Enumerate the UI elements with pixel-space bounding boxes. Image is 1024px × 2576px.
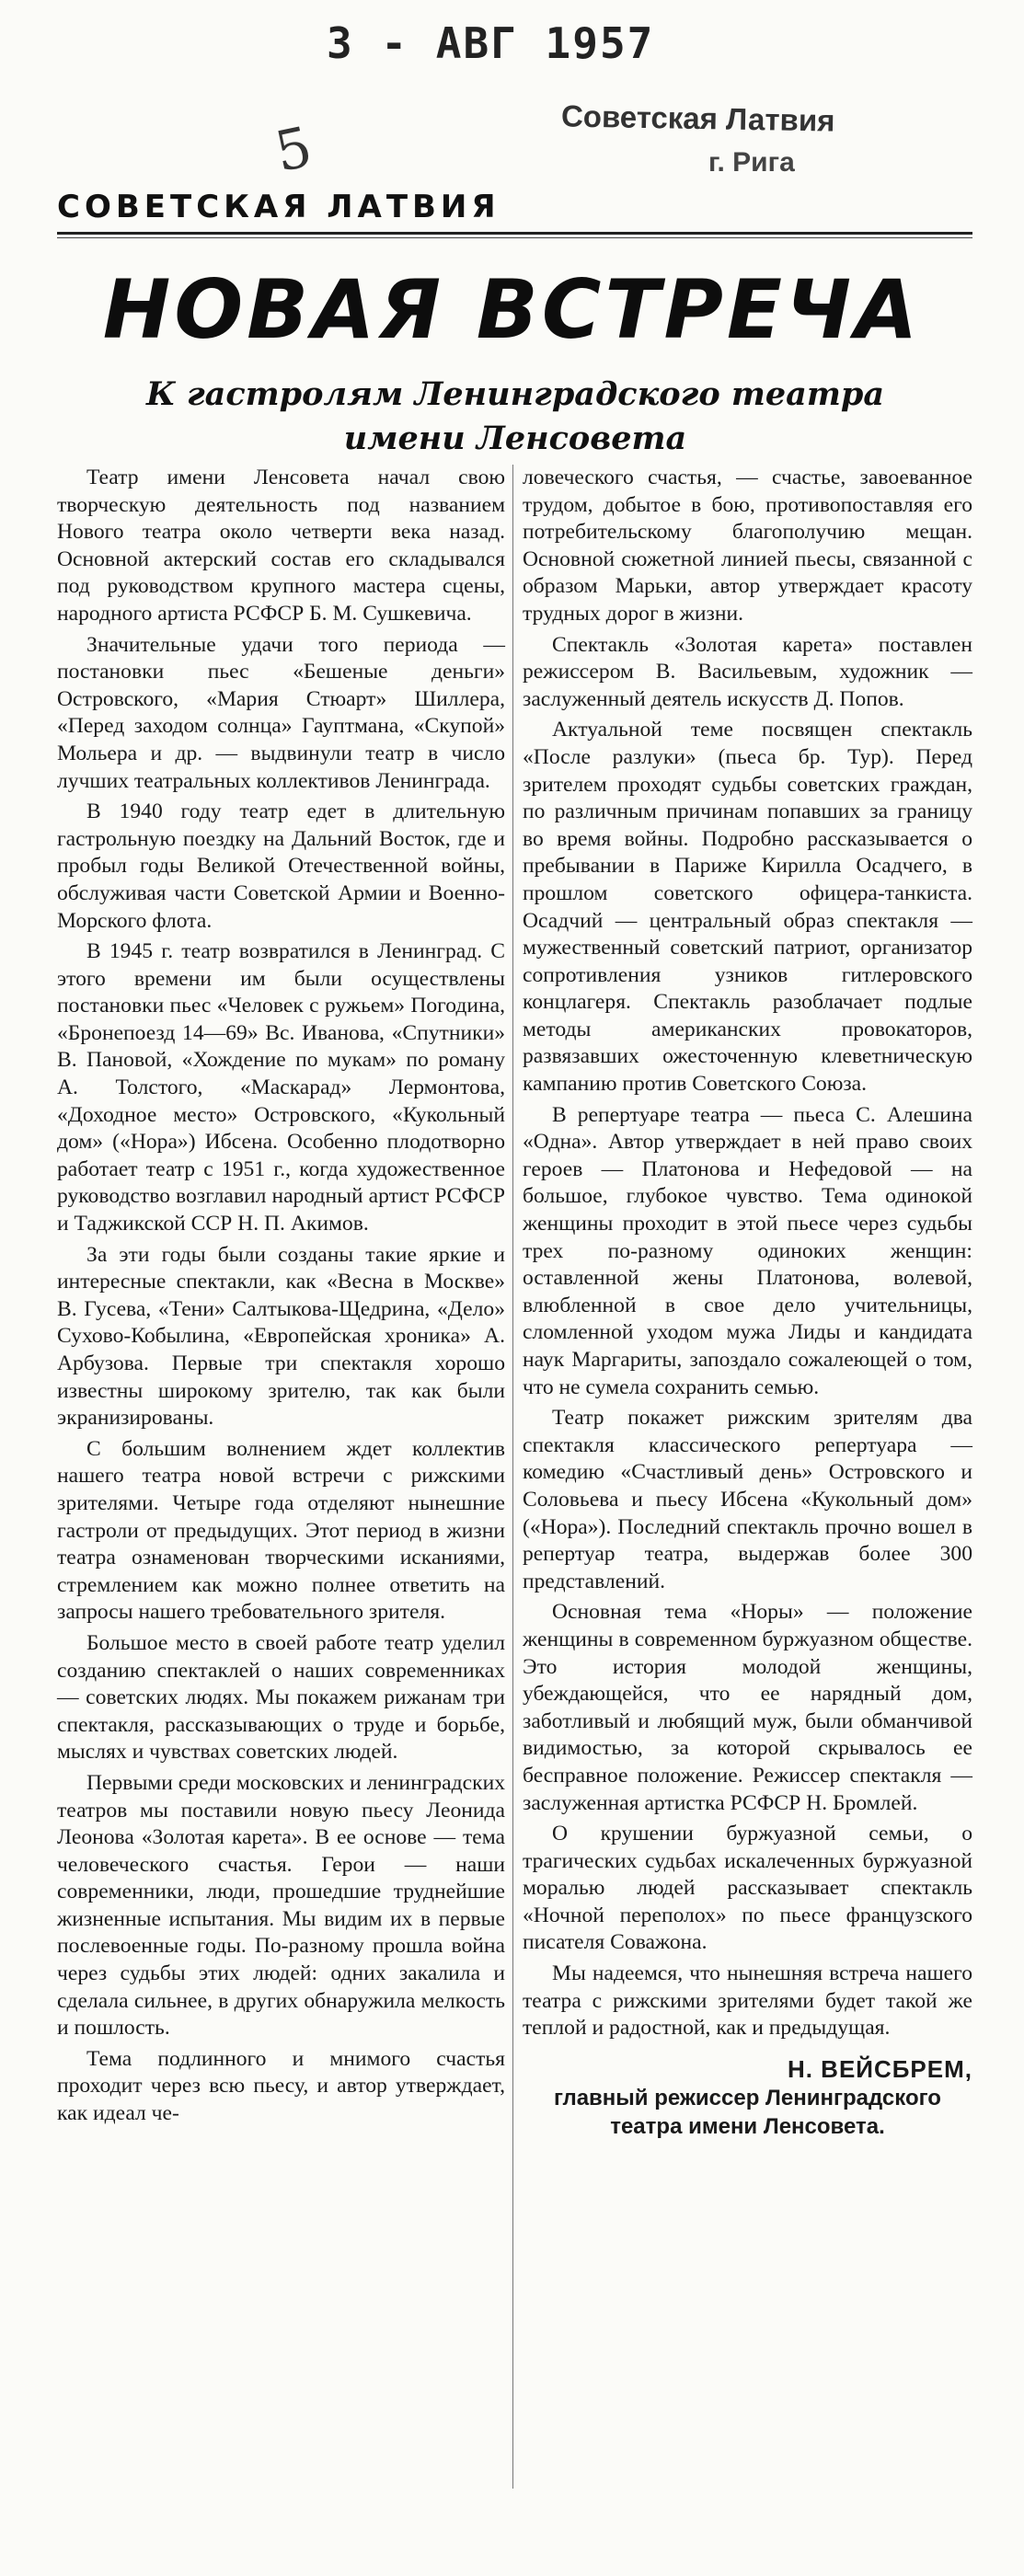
- paragraph-continued: ловеческого счастья, — счастье, завоеванное трудом, добытое в бою, противопоставляя его потребительскому благополучию мещан. Основной сюжетной линией пьесы, связанной с образом Марьки, автор утверждает красоту трудных дорог в жизни.: [523, 466, 972, 626]
- paragraph: За эти годы были созданы такие яркие и интересные спектакли, как «Весна в Москве» В. Гусева, «Тени» Салтыкова-Щедрина, «Дело» Сухово-Кобылина, «Европейская хроника» А. Арбузова. Первые три спектакля хорошо известны широкому зрителю, так как были экранизированы.: [57, 1242, 505, 1431]
- author-signature: [523, 2055, 972, 2141]
- article-column-left: [57, 465, 505, 2132]
- article-column-right: [523, 465, 972, 2141]
- paragraph: О крушении буржуазной семьи, о трагических судьбах искалеченных буржуазной моралью людей рассказывает спектакль «Ночной переполох» по пьесе французского писателя Соважона.: [523, 1822, 972, 1955]
- paragraph: Большое место в своей работе театр уделил созданию спектаклей о наших современниках — советских людях. Мы покажем рижанам три спектакля, рассказывающих о труде и борьбе, мыслях и чувствах советских людей.: [57, 1630, 505, 1765]
- masthead: СОВЕТСКАЯ ЛАТВИЯ: [57, 189, 500, 225]
- article-headline: НОВАЯ ВСТРЕЧА: [102, 262, 922, 357]
- paragraph: С большим волнением ждет коллектив нашего театра новой встречи с рижскими зрителями. Четыре года отделяют нынешние гастроли от предыдущих. Этот период в жизни театра ознаменован творческими исканиями, стремлением как можно полнее ответить на запросы нашего требовательного зрителя.: [57, 1436, 505, 1625]
- masthead-rule-thin: [57, 237, 972, 238]
- paragraph: Тема подлинного и мнимого счастья проходит через всю пьесу, и автор утверждает, как идеал че-: [57, 2046, 505, 2126]
- paragraph: Первыми среди московских и ленинградских театров мы поставили новую пьесу Леонида Леонова «Золотая карета». В ее основе — тема человеческого счастья. Герои — наши современники, люди, прошедшие труднейшие жизненные испытания. Мы видим их в первые послевоенные годы. По-разному прошла война через судьбы этих людей: одних закалила и сделала сильнее, в других обнаружила мелкость и пошлость.: [57, 1770, 505, 2041]
- paragraph: Театр имени Ленсовета начал свою творческую деятельность под названием Нового театра около четверти века назад. Основной актерский состав его складывался под руководством крупного мастера сцены, народного артиста РСФСР Б. М. Сушкевича.: [57, 466, 505, 626]
- column-divider: [512, 465, 513, 2489]
- handwritten-mark: 5: [270, 114, 318, 186]
- paragraph: В репертуаре театра — пьеса С. Алешина «Одна». Автор утверждает в ней право своих героев — Платонова и Нефедовой — на большое, глубокое чувство. Тема одинокой женщины проходит в этой пьесе через судьбы трех по-разному одиноких женщин: оставленной жены Платонова, волевой, влюбленной в свое дело учительницы, сломленной уходом мужа Лиды и кандидата наук Маргариты, запоздало сожалеющей о том, что не сумела сохранить семью.: [523, 1102, 972, 1399]
- paragraph: В 1945 г. театр возвратился в Ленинград. С этого времени им были осуществлены постановки пьес «Человек с ружьем» Погодина, «Бронепоезд 14—69» Вс. Иванова, «Спутники» В. Пановой, «Хождение по мукам» по роману А. Толстого, «Маскарад» Лермонтова, «Доходное место» Островского, «Кукольный дом» («Нора») Ибсена. Особенно плодотворно работает театр с 1951 г., когда художественное руководство возглавил народный артист РСФСР и Таджикской ССР Н. П. Акимов.: [57, 939, 505, 1236]
- paragraph: Основная тема «Норы» — положение женщины в современном буржуазном обществе. Это история молодой женщины, убеждающейся, что ее нарядный дом, заботливый и любящий муж, были обманчивой видимостью, за которой скрывалось ее бесправное положение. Режиссер спектакля — заслуженная артистка РСФСР Н. Бромлей.: [523, 1600, 972, 1815]
- paragraph: Актуальной теме посвящен спектакль «После разлуки» (пьеса бр. Тур). Перед зрителем проходят судьбы советских граждан, по различным причинам попавших за границу во время войны. Подробно рассказывается о пребывании в Париже Кирилла Осадчего, в прошлом советского офицера-танкиста. Осадчий — центральный образ спектакля — мужественный советский патриот, организатор сопротивления узников гитлеровского концлагеря. Спектакль разоблачает подлые методы американских провокаторов, развязавших ожесточенную клеветническую кампанию против Советского Союза.: [523, 718, 972, 1097]
- city-stamp: г. Рига: [708, 147, 795, 178]
- date-stamp: 3 - АВГ 1957: [327, 18, 655, 68]
- masthead-rule: [57, 232, 972, 235]
- paragraph: Спектакль «Золотая карета» поставлен режиссером В. Васильевым, художник — заслуженный деятель искусств Д. Попов.: [523, 632, 972, 711]
- article-subheadline: К гастролям Ленинградского театра имени Ленсовета: [145, 375, 885, 457]
- author-name: Н. ВЕЙСБРЕМ,: [787, 2054, 972, 2083]
- paper-stamp: Советская Латвия: [560, 98, 835, 138]
- author-title: главный режиссер Ленинградского театра имени Ленсовета.: [554, 2085, 941, 2139]
- paragraph: Театр покажет рижским зрителям два спектакля классического репертуара — комедию «Счастливый день» Островского и Соловьева и пьесу Ибсена «Кукольный дом» («Нора»). Последний спектакль прочно вошел в репертуар театра, выдержав более 300 представлений.: [523, 1406, 972, 1593]
- paragraph: Мы надеемся, что нынешняя встреча нашего театра с рижскими зрителями будет такой же теплой и радостной, как и предыдущая.: [523, 1961, 972, 2041]
- paragraph: В 1940 году театр едет в длительную гастрольную поездку на Дальний Восток, где и пробыл годы Великой Отечественной войны, обслуживая части Советской Армии и Военно-Морского флота.: [57, 799, 505, 933]
- paragraph: Значительные удачи того периода — постановки пьес «Бешеные деньги» Островского, «Мария Стюарт» Шиллера, «Перед заходом солнца» Гауптмана, «Скупой» Мольера и др. — выдвинули театр в число лучших театральных коллективов Ленинграда.: [57, 632, 505, 793]
